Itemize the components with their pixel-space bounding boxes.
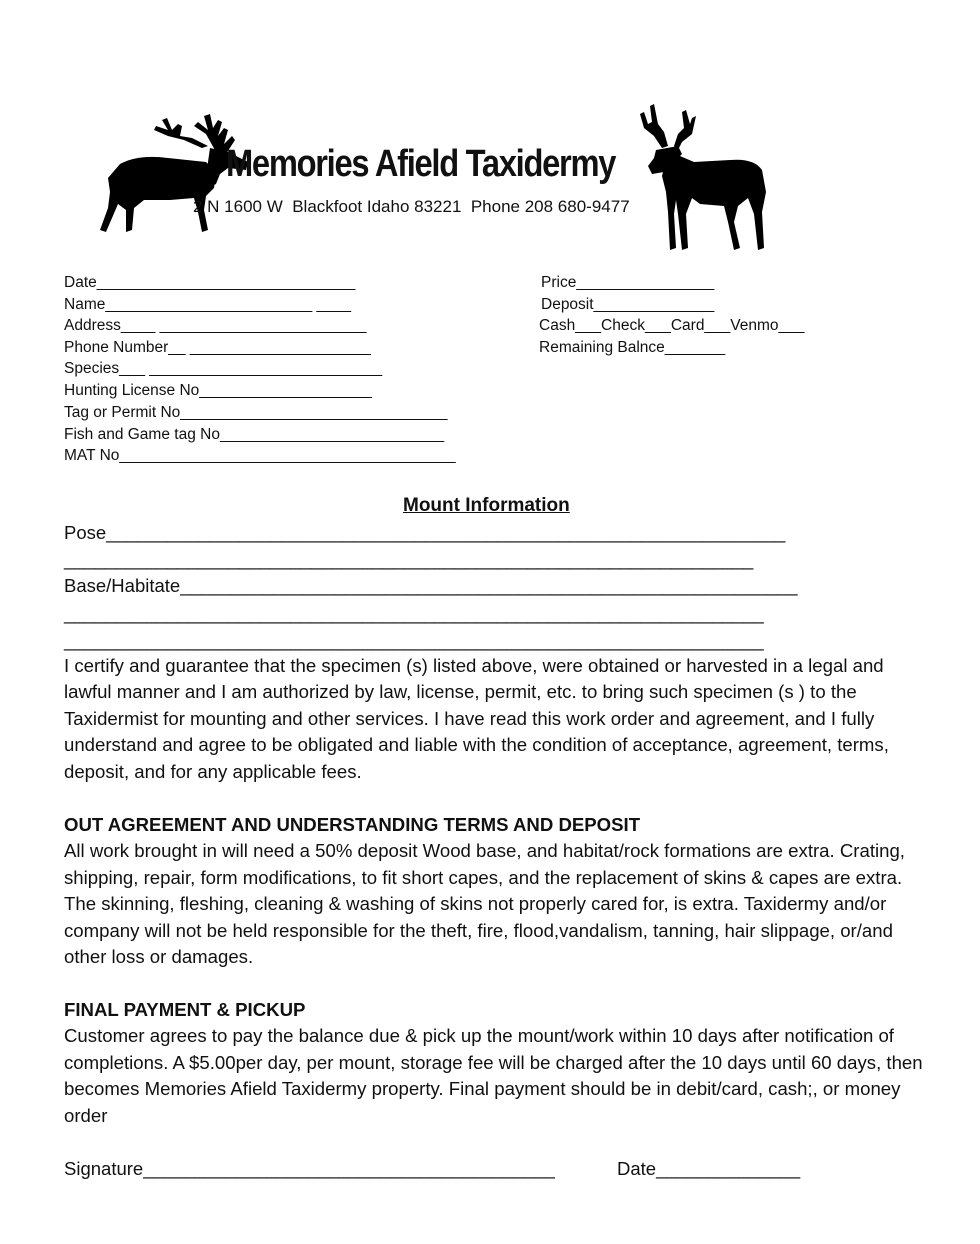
fish-game-tag-field[interactable]: Fish and Game tag No__________________________: [64, 426, 445, 443]
phone-number-field[interactable]: Phone Number__ _____________________: [64, 339, 371, 356]
mount-information-heading: Mount Information: [403, 495, 570, 516]
price-field[interactable]: Price________________: [541, 274, 715, 291]
mat-no-field[interactable]: MAT No_______________________________________: [64, 447, 456, 464]
name-field[interactable]: Name________________________ ____: [64, 296, 352, 313]
terms-heading: OUT AGREEMENT AND UNDERSTANDING TERMS AND DEPOSIT: [64, 814, 641, 835]
habitat-extra-line-2[interactable]: ____________________________________________________________________: [64, 630, 764, 651]
final-payment-heading: FINAL PAYMENT & PICKUP: [64, 999, 306, 1020]
signature-field[interactable]: Signature________________________________________: [64, 1158, 555, 1179]
pose-extra-line[interactable]: ___________________________________________________________________: [64, 549, 754, 570]
pose-field[interactable]: Pose__________________________________________________________________: [64, 522, 786, 543]
terms-body: All work brought in will need a 50% deposit Wood base, and habitat/rock formations are extra. Crating, shipping, repair, form modifications, to fit short capes, and the replacement of skins & capes are extra. The skinning, fleshing, cleaning & washing of skins not properly cared for, is extra. Taxidermy and/or company will not be held responsible for the theft, fire, flood,vandalism, tanning, hair slippage, or/and other loss or damages.: [64, 840, 905, 968]
base-habitat-field[interactable]: Base/Habitate____________________________________________________________: [64, 575, 798, 596]
deer-silhouette-icon: [634, 102, 774, 252]
date-field[interactable]: Date______________________________: [64, 274, 356, 291]
hunting-license-field[interactable]: Hunting License No____________________: [64, 382, 372, 399]
habitat-extra-line-1[interactable]: ____________________________________________________________________: [64, 603, 764, 624]
business-name: Memories Afield Taxidermy: [226, 143, 616, 185]
business-address: 2 N 1600 W Blackfoot Idaho 83221 Phone 208 680-9477: [193, 197, 630, 216]
address-field[interactable]: Address____ ________________________: [64, 317, 367, 334]
signature-date-field[interactable]: Date______________: [617, 1158, 801, 1179]
tag-permit-field[interactable]: Tag or Permit No_______________________________: [64, 404, 448, 421]
final-payment-body: Customer agrees to pay the balance due & pick up the mount/work within 10 days after notification of completions. A $5.00per day, per mount, storage fee will be charged after the 10 days until 60 days, then becomes Memories Afield Taxidermy property. Final payment should be in debit/card, cash;, or money order: [64, 1025, 923, 1126]
deposit-field[interactable]: Deposit______________: [541, 296, 715, 313]
terms-section: [64, 812, 924, 970]
remaining-balance-field[interactable]: Remaining Balnce_______: [539, 339, 726, 356]
certification-paragraph: I certify and guarantee that the specimen (s) listed above, were obtained or harvested in a legal and lawful manner and I am authorized by law, license, permit, etc. to bring such specimen (s ) to the Taxidermist for mounting and other services. I have read this work order and agreement, and I fully understand and agree to be obligated and liable with the condition of acceptance, agreement, terms, deposit, and for any applicable fees.: [64, 655, 889, 782]
payment-method-field[interactable]: Cash___Check___Card___Venmo___: [539, 317, 805, 334]
species-field[interactable]: Species___ ___________________________: [64, 360, 383, 377]
final-payment-section: [64, 997, 924, 1129]
